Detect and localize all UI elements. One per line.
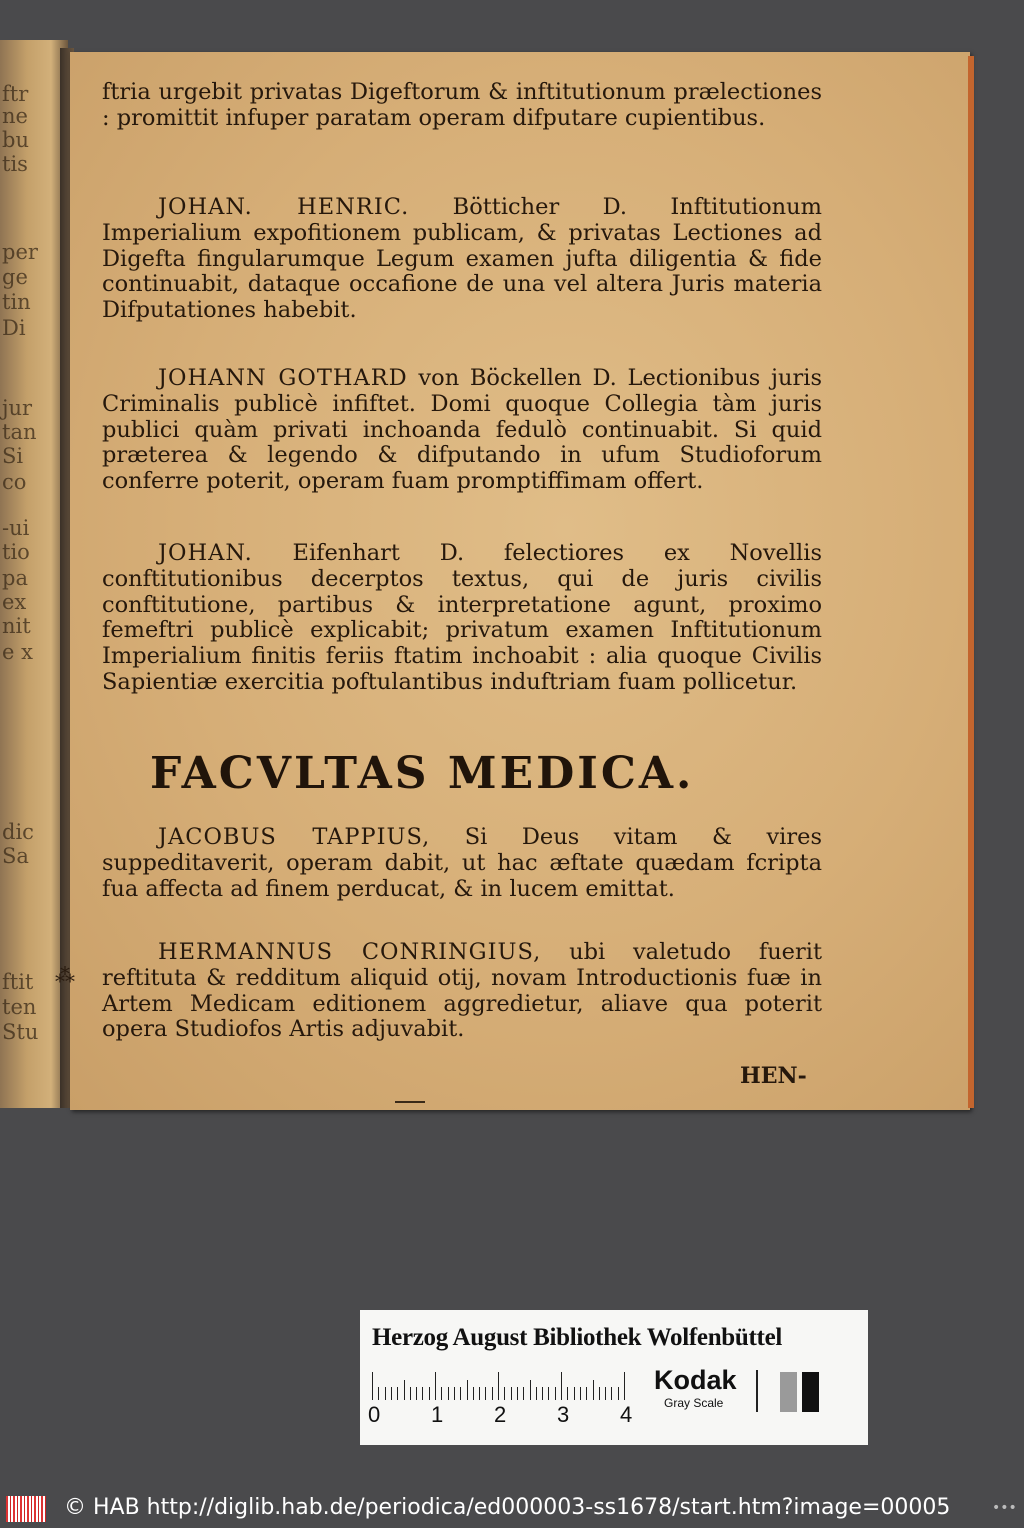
ruler-tick <box>511 1387 512 1400</box>
left-page-fragment: e x <box>2 640 33 664</box>
color-scale-card <box>360 1310 868 1445</box>
left-page-fragment: ge <box>2 265 28 289</box>
barcode-icon <box>6 1496 46 1522</box>
author-name: JACOBUS TAPPIUS, <box>158 824 431 850</box>
left-page-fragment: tin <box>2 290 31 314</box>
left-page-fragment: ftr <box>2 82 29 106</box>
author-name: JOHAN. HENRIC. <box>158 194 410 220</box>
black-swatch <box>802 1372 819 1412</box>
ruler-tick <box>448 1387 449 1400</box>
gray-scale-label: Gray Scale <box>664 1396 724 1410</box>
ruler-tick <box>404 1380 405 1400</box>
scale-number: 2 <box>494 1402 507 1427</box>
author-name: JOHAN. <box>158 540 253 566</box>
ruler-tick <box>542 1387 543 1400</box>
ruler-tick <box>435 1372 436 1400</box>
paragraph-text: Bötticher D. Inftitutionum Imperialium expofitionem publicam, & privatas Lectiones ad Digefta fingularumque Legum examen jufta diligentia & fide continuabit, dataque occafione de una vel altera Juris materia Difputationes habebit. <box>102 194 822 324</box>
paragraph-tappius <box>102 825 822 902</box>
ruler-tick <box>624 1372 625 1400</box>
ruler-tick <box>422 1387 423 1400</box>
scale-divider <box>756 1370 758 1412</box>
ruler-tick <box>391 1387 392 1400</box>
ruler-tick <box>467 1380 468 1400</box>
ruler-tick <box>561 1372 562 1400</box>
ruler-tick <box>372 1372 373 1400</box>
ruler-tick <box>460 1387 461 1400</box>
scale-number: 0 <box>368 1402 381 1427</box>
ruler-tick <box>410 1387 411 1400</box>
page-edge <box>968 56 974 1108</box>
paragraph-text: von Böckellen D. Lectionibus juris Criminalis publicè infiftet. Domi quoque Collegia tàm juris publici quàm privati inchoanda fedulò continuabit. Si quid præterea & legendo & difputando in ufum Studioforum conferre poterit, operam fuam promptiffimam offert. <box>102 365 822 495</box>
left-page-fragment: ten <box>2 995 37 1019</box>
author-name: JOHANN GOTHARD <box>158 365 408 391</box>
ruler-tick <box>429 1387 430 1400</box>
left-page-fragment: tio <box>2 540 30 564</box>
left-page-fragment: ftit <box>2 970 34 994</box>
left-page-fragment: Si <box>2 444 24 468</box>
left-page-fragment: co <box>2 470 27 494</box>
scale-number: 1 <box>431 1402 444 1427</box>
left-page-fragment: dic <box>2 820 34 844</box>
ruler-tick <box>498 1372 499 1400</box>
ruler-tick <box>473 1387 474 1400</box>
ruler-tick <box>548 1387 549 1400</box>
ruler-tick <box>416 1387 417 1400</box>
ruler-tick <box>397 1387 398 1400</box>
ruler-tick <box>536 1387 537 1400</box>
scale-number: 4 <box>620 1402 633 1427</box>
left-page-fragment: Sa <box>2 844 29 868</box>
left-page-fragment: tan <box>2 420 37 444</box>
ruler-tick <box>611 1387 612 1400</box>
ruler-tick <box>441 1387 442 1400</box>
more-icon[interactable]: ••• <box>992 1500 1017 1516</box>
paragraph-boeckellen <box>102 366 822 495</box>
gray-swatch <box>780 1372 797 1412</box>
left-page-fragment: Stu <box>2 1020 39 1044</box>
left-page-fragment: jur <box>2 396 33 420</box>
left-page-fragment: bu <box>2 128 29 152</box>
ruler-tick <box>485 1387 486 1400</box>
paragraph-text: Eifenhart D. felectiores ex Novellis conftitutionibus decerptos textus, qui de juris civilis conftitutione, partibus & interpretatione agunt, proximo femeftri publicè explicabit; privatum examen Inftitutionum Imperialium finitis feriis ftatim inchoabit : alia quoque Civilis Sapientiæ exercitia poftulantibus induftriam fuam pollicetur. <box>102 540 822 695</box>
paragraph-text: ubi valetudo fuerit reftituta & redditum aliquid otij, novam Introductionis fuæ in Artem Medicam editionem aggredietur, aliave qua poterit opera Studiofos Artis adjuvabit. <box>102 939 822 1043</box>
paragraph-eisenhart <box>102 541 822 696</box>
ruler-tick <box>574 1387 575 1400</box>
left-page-fragment: -ui <box>2 516 30 540</box>
margin-ornament: ⁂ <box>55 963 75 987</box>
ruler-tick <box>454 1387 455 1400</box>
left-page-fragment: nit <box>2 614 31 638</box>
ruler-tick <box>555 1387 556 1400</box>
paragraph-bottcher <box>102 195 822 324</box>
ruler-tick <box>586 1387 587 1400</box>
section-heading: FACVLTAS MEDICA. <box>150 748 695 799</box>
paragraph-conringius <box>102 940 822 1043</box>
ruler-tick <box>479 1387 480 1400</box>
left-page-fragment: tis <box>2 152 28 176</box>
ruler-tick <box>523 1387 524 1400</box>
paragraph-text: ftria urgebit privatas Digeftorum & inftitutionum prælectiones : promittit infuper paratam operam difputare cupientibus. <box>102 79 822 131</box>
paragraph-text: Si Deus vitam & vires suppeditaverit, operam dabit, ut hac æftate quædam fcripta fua affecta ad finem perducat, & in lucem emittat. <box>102 824 822 902</box>
ruler-tick <box>517 1387 518 1400</box>
ruler-tick <box>593 1380 594 1400</box>
kodak-logo: Kodak <box>654 1365 737 1395</box>
ruler-tick <box>530 1380 531 1400</box>
paragraph-1 <box>102 80 822 132</box>
viewer-footer <box>0 1490 1024 1528</box>
catchword: HEN- <box>740 1063 807 1089</box>
left-page-fragment: Di <box>2 316 26 340</box>
ruler-tick <box>580 1387 581 1400</box>
ruler-tick <box>599 1387 600 1400</box>
left-page-fragment: ne <box>2 104 28 128</box>
copyright-link[interactable]: © HAB http://diglib.hab.de/periodica/ed000003-ss1678/start.htm?image=00005 <box>64 1495 951 1520</box>
ruler-tick <box>618 1387 619 1400</box>
ruler-tick <box>385 1387 386 1400</box>
left-page-fragment: per <box>2 240 38 264</box>
scale-number: 3 <box>557 1402 570 1427</box>
left-page-fragment: pa <box>2 566 28 590</box>
left-page-edge <box>0 40 68 1108</box>
author-name: HERMANNUS CONRINGIUS, <box>158 939 542 965</box>
ruler-tick <box>492 1387 493 1400</box>
ruler-tick <box>605 1387 606 1400</box>
ruler-tick <box>504 1387 505 1400</box>
page-rule <box>395 1101 425 1103</box>
ruler-scale <box>372 1372 640 1400</box>
library-title: Herzog August Bibliothek Wolfenbüttel <box>372 1324 783 1351</box>
left-page-fragment: ex <box>2 590 27 614</box>
ruler-tick <box>567 1387 568 1400</box>
ruler-tick <box>378 1387 379 1400</box>
